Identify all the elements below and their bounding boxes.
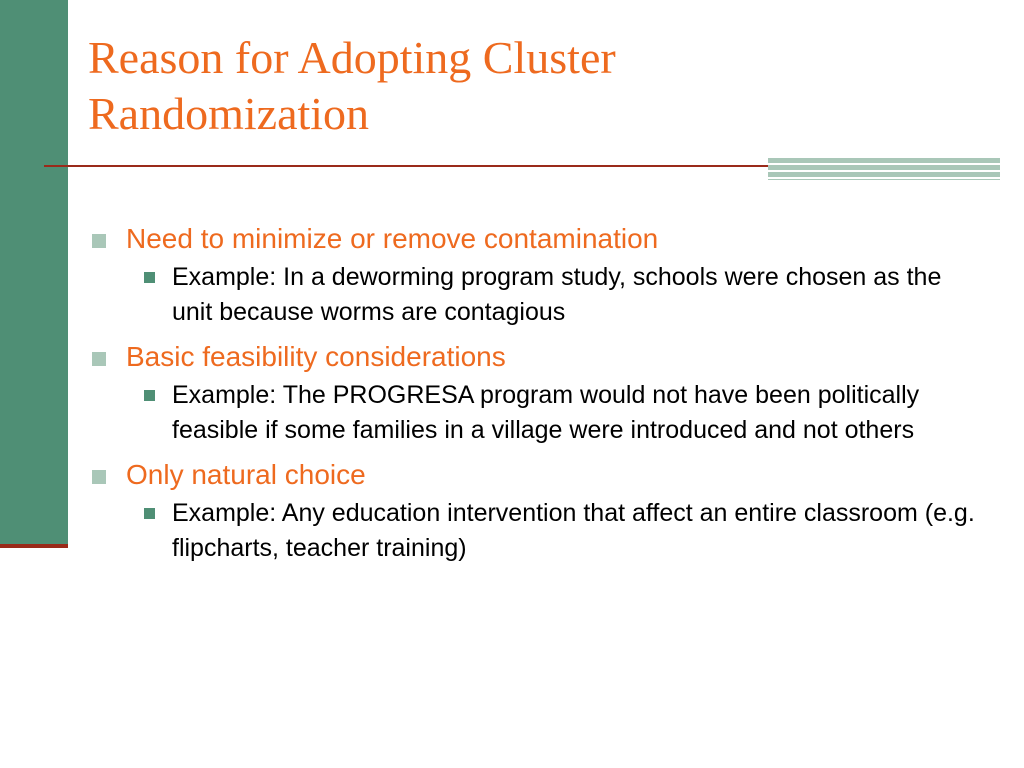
sub-bullet-text: Example: The PROGRESA program would not have been politically feasible if some families in a village were introduced and not others: [172, 381, 920, 444]
bullet-text: Only natural choice: [126, 459, 366, 490]
decorative-stripes: [768, 158, 1000, 180]
square-bullet-icon: [92, 470, 106, 484]
left-accent-bar-rule: [0, 544, 68, 548]
slide-title-line-1: Reason for Adopting Cluster: [88, 32, 616, 83]
sub-bullet-progresa: [172, 378, 990, 448]
slide-body: [90, 212, 990, 566]
square-bullet-icon: [144, 390, 155, 401]
bullet-feasibility: [90, 338, 990, 376]
square-bullet-icon: [92, 352, 106, 366]
bullet-text: Basic feasibility considerations: [126, 341, 506, 372]
slide-title: [88, 30, 768, 142]
sub-bullet-deworming: [172, 260, 990, 330]
left-accent-bar: [0, 0, 68, 547]
sub-bullet-text: Example: In a deworming program study, schools were chosen as the unit because worms are contagious: [172, 263, 942, 326]
bullet-contamination: [90, 220, 990, 258]
sub-bullet-text: Example: Any education intervention that affect an entire classroom (e.g. flipcharts, teacher training): [172, 499, 975, 562]
square-bullet-icon: [92, 234, 106, 248]
title-divider: [44, 165, 770, 167]
bullet-natural-choice: [90, 456, 990, 494]
sub-bullet-education: [172, 496, 990, 566]
square-bullet-icon: [144, 272, 155, 283]
slide-title-line-2: Randomization: [88, 88, 370, 139]
bullet-text: Need to minimize or remove contamination: [126, 223, 659, 254]
square-bullet-icon: [144, 508, 155, 519]
